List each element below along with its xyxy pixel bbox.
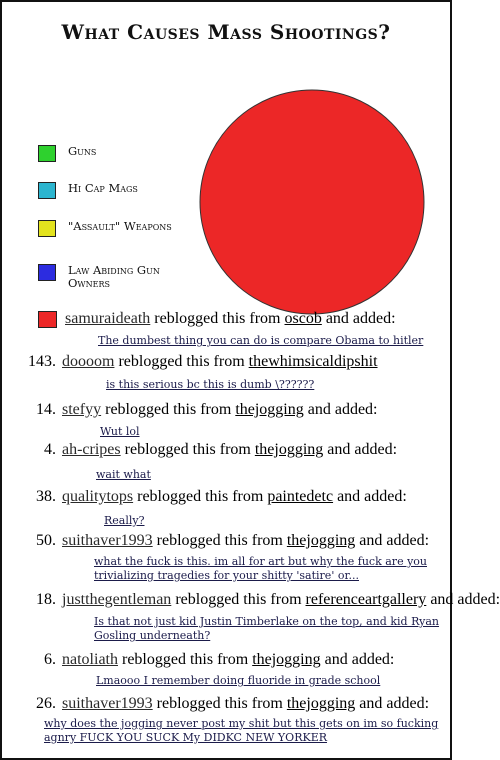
reblog-entry (2, 488, 407, 506)
reblog-entry (2, 695, 429, 713)
reblog-action: reblogged this from (171, 591, 306, 608)
reblog-comment: why does the jogging never post my shit but this gets on im so fucking (44, 717, 439, 730)
reblog-count: 38. (36, 488, 56, 505)
reblog-source[interactable]: thejogging (235, 401, 304, 418)
legend-item (38, 145, 178, 162)
reblog-entry (2, 591, 500, 609)
legend-swatch (38, 264, 56, 281)
legend-swatch (38, 145, 56, 162)
reblog-action: reblogged this from (152, 532, 287, 549)
reblog-username[interactable]: natoliath (62, 651, 118, 668)
legend-label: Guns (68, 144, 97, 158)
reblog-entry (2, 441, 397, 459)
reblog-comment: Gosling underneath? (94, 629, 211, 642)
reblog-username[interactable]: samuraideath (65, 310, 151, 327)
pie-slice (200, 90, 424, 314)
reblog-count: 14. (36, 401, 56, 418)
reblog-tail: and added: (303, 401, 378, 418)
reblog-entry (2, 310, 396, 328)
reblog-tail: and added: (426, 591, 500, 608)
reblog-tail: and added: (321, 310, 396, 327)
reblog-comment: Is that not just kid Justin Timberlake on the top, and kid Ryan (94, 615, 440, 628)
reblog-username[interactable]: qualitytops (62, 488, 134, 505)
reblog-source[interactable]: thejogging (286, 532, 356, 549)
reblog-count: 18. (36, 591, 56, 608)
reblog-action: reblogged this from (120, 441, 255, 458)
reblog-tail: and added: (323, 441, 398, 458)
reblog-comment: Really? (104, 514, 145, 527)
reblog-comment: agnry FUCK YOU SUCK My DIDKC NEW YORKER (44, 731, 328, 744)
reblog-source[interactable]: thejogging (252, 651, 321, 668)
reblog-username[interactable]: stefyy (62, 401, 102, 418)
reblog-username[interactable]: ah-cripes (62, 441, 121, 458)
reblog-action: reblogged this from (117, 651, 253, 668)
legend-item (38, 220, 178, 237)
reblog-comment: is this serious bc this is dumb \?????? (106, 378, 315, 391)
reblog-entry (2, 353, 378, 371)
reblog-username[interactable]: doooom (62, 353, 115, 370)
legend-label: Law Abiding Gun Owners (68, 263, 160, 290)
reblog-count: 50. (36, 532, 56, 549)
reblog-comment: what the fuck is this. im all for art but why the fuck are you (94, 555, 427, 568)
reblog-action: reblogged this from (114, 353, 249, 370)
reblog-source[interactable]: oscob (284, 310, 322, 327)
pie-swatch-red (38, 311, 57, 328)
reblog-action: reblogged this from (150, 310, 285, 327)
legend-item (38, 264, 178, 290)
reblog-comment: Lmaooo I remember doing fluoride in grade school (96, 674, 381, 687)
reblog-tail: and added: (355, 532, 430, 549)
reblog-count: 4. (44, 441, 56, 458)
reblog-username[interactable]: suithaver1993 (62, 532, 153, 549)
reblog-count: 26. (36, 695, 56, 712)
reblog-username[interactable]: justthegentleman (62, 591, 172, 608)
reblog-source[interactable]: thejogging (254, 441, 324, 458)
legend-swatch (38, 182, 56, 199)
reblog-count: 6. (44, 651, 56, 668)
legend-label: "Assault" Weapons (68, 219, 172, 233)
legend-label: Hi Cap Mags (68, 181, 138, 195)
reblog-entry (2, 651, 394, 669)
reblog-comment: trivializing tragedies for your shitty 'satire' or... (94, 569, 359, 582)
reblog-tail: and added: (320, 651, 395, 668)
reblog-action: reblogged this from (101, 401, 236, 418)
legend-item (38, 182, 178, 199)
reblog-action: reblogged this from (152, 695, 287, 712)
reblog-source[interactable]: paintedetc (267, 488, 334, 505)
reblog-action: reblogged this from (133, 488, 268, 505)
reblog-source[interactable]: referenceartgallery (305, 591, 427, 608)
chart-title: What Causes Mass Shootings? (61, 20, 391, 44)
reblog-comment: The dumbest thing you can do is compare Obama to hitler (98, 334, 424, 347)
reblog-count: 143. (28, 353, 56, 370)
reblog-source[interactable]: thejogging (286, 695, 356, 712)
reblog-comment: wait what (96, 468, 151, 481)
legend-swatch (38, 220, 56, 237)
reblog-entry (2, 532, 429, 550)
pie-chart (192, 82, 432, 322)
reblog-comment: Wut lol (100, 425, 140, 438)
reblog-entry (2, 401, 378, 419)
reblog-source[interactable]: thewhimsicaldipshit (248, 353, 378, 370)
reblog-tail: and added: (333, 488, 407, 505)
reblog-username[interactable]: suithaver1993 (62, 695, 153, 712)
reblog-tail: and added: (355, 695, 430, 712)
